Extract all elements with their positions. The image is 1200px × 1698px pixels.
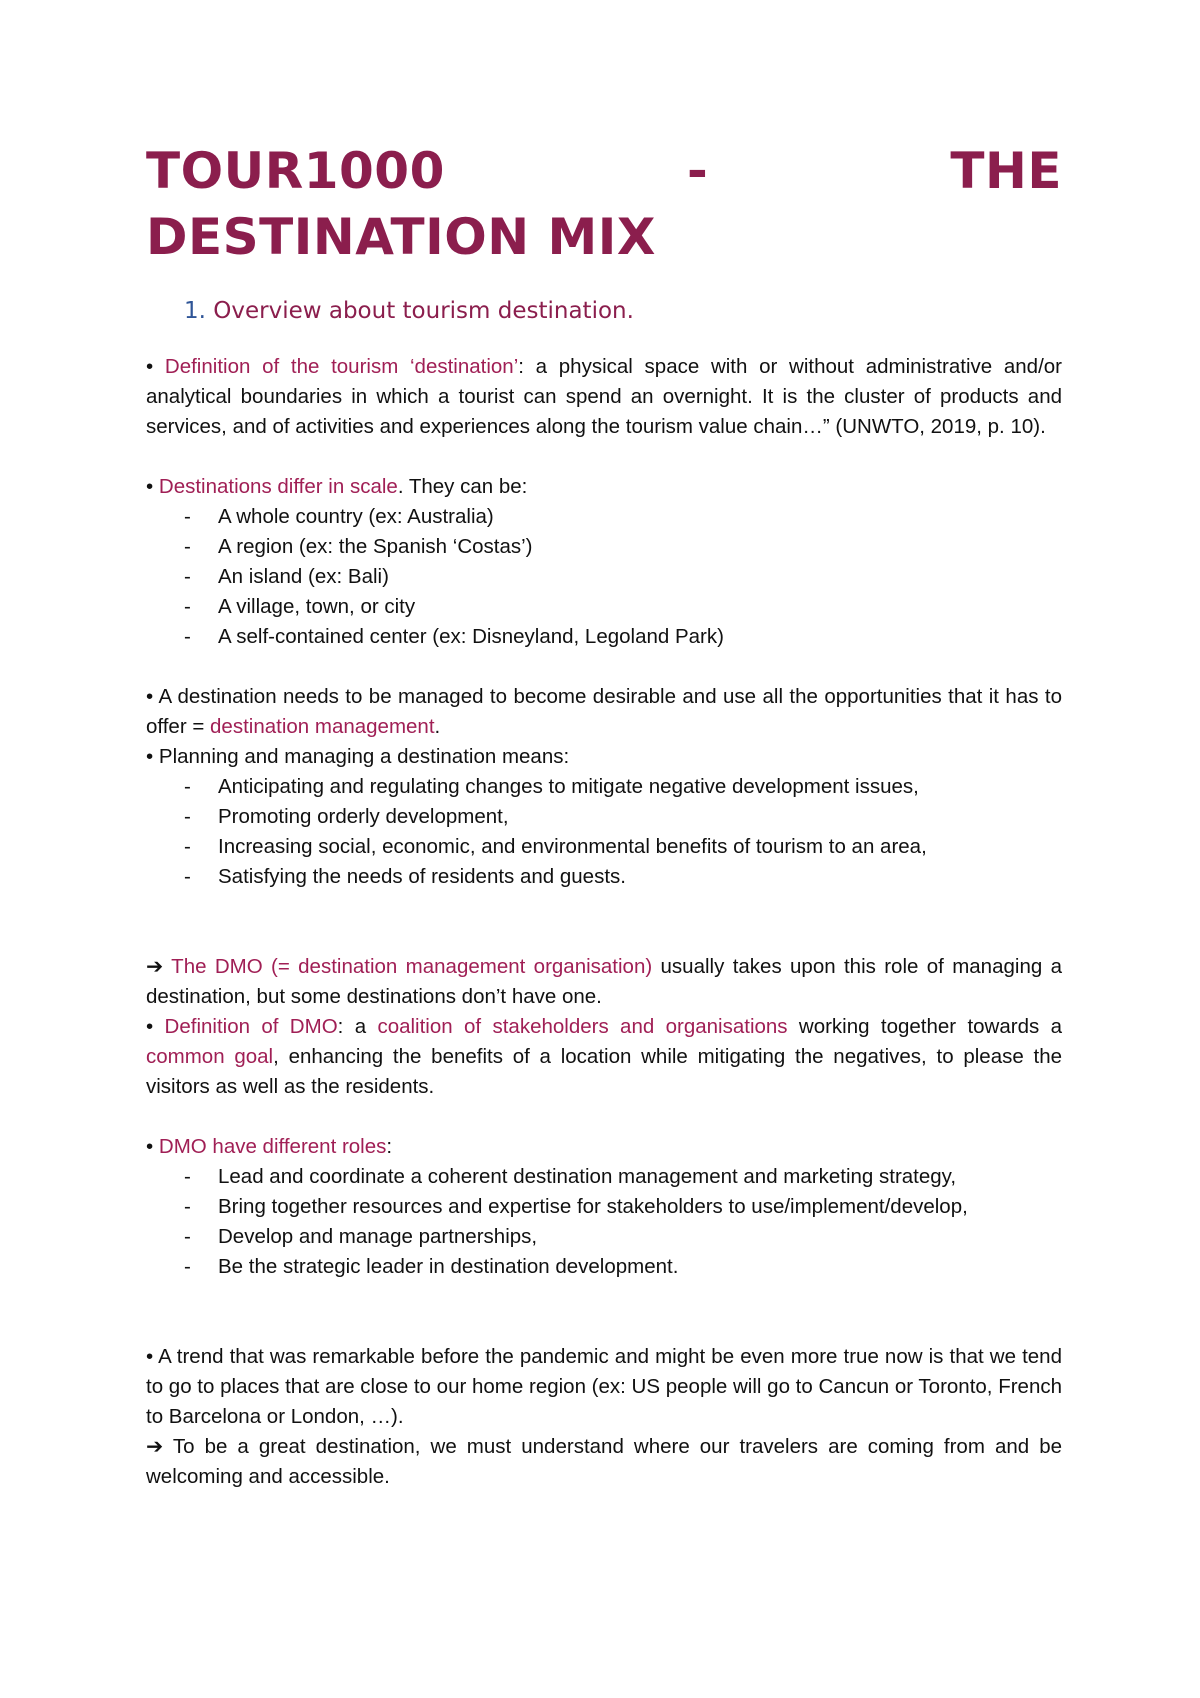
scale-paragraph	[146, 472, 1062, 502]
dash-mark: -	[184, 1165, 191, 1188]
list-item	[184, 832, 1062, 862]
destination-definition-paragraph	[146, 352, 1062, 442]
list-item-text: Promoting orderly development,	[218, 805, 509, 828]
bullet-mark: •	[146, 475, 154, 498]
spacer	[146, 1282, 1062, 1342]
list-item	[184, 562, 1062, 592]
list-item-text: Satisfying the needs of residents and guests.	[218, 865, 626, 888]
dash-mark: -	[184, 1225, 191, 1248]
management-paragraph	[146, 682, 1062, 742]
list-item	[184, 1222, 1062, 1252]
list-item-text: Increasing social, economic, and environmental benefits of tourism to an area,	[218, 835, 927, 858]
list-item	[184, 862, 1062, 892]
spacer	[146, 442, 1062, 472]
dmo-intro-text: usually takes upon this role of managing a destination, but some destinations don’t have one.	[146, 955, 1062, 1008]
dash-mark: -	[184, 535, 191, 558]
scale-list	[146, 502, 1062, 652]
scale-text: . They can be:	[397, 475, 528, 498]
conclusion-paragraph	[146, 1432, 1062, 1492]
dmo-definition-text: , enhancing the benefits of a location while mitigating the negatives, to please the visitors as well as the residents.	[146, 1045, 1063, 1098]
spacer	[146, 1102, 1062, 1132]
dmo-intro-paragraph	[146, 952, 1062, 1012]
dash-mark: -	[184, 565, 191, 588]
bullet-mark: •	[146, 1135, 154, 1158]
planning-paragraph	[146, 742, 1062, 772]
common-goal-term: common goal	[146, 1045, 274, 1068]
title-line-2: DESTINATION MIX	[146, 208, 656, 266]
list-item	[184, 1252, 1062, 1282]
section-number: 1.	[184, 298, 206, 324]
title-dash: -	[687, 142, 709, 200]
list-item-text: Anticipating and regulating changes to mitigate negative development issues,	[218, 775, 919, 798]
destination-definition-label: Definition of the tourism ‘destination’	[164, 355, 519, 378]
list-item	[184, 502, 1062, 532]
management-text-end: .	[434, 715, 441, 738]
dash-mark: -	[184, 505, 191, 528]
list-item	[184, 532, 1062, 562]
dash-mark: -	[184, 625, 191, 648]
list-item-text: A village, town, or city	[218, 595, 416, 618]
dmo-roles-label: DMO have different roles	[158, 1135, 387, 1158]
list-item-text: Develop and manage partnerships,	[218, 1225, 538, 1248]
list-item-text: A whole country (ex: Australia)	[218, 505, 494, 528]
trend-text: A trend that was remarkable before the pandemic and might be even more true now is that we tend to go to places that are close to our home region (ex: US people will go to Cancun or Toronto, French to Barcelona or London, …).	[146, 1345, 1062, 1428]
list-item-text: An island (ex: Bali)	[218, 565, 389, 588]
bullet-mark: •	[146, 1345, 154, 1368]
dash-mark: -	[184, 835, 191, 858]
dash-mark: -	[184, 1255, 191, 1278]
title-course-code: TOUR1000	[146, 142, 445, 200]
destination-definition-text: : a physical space with or without administrative and/or analytical boundaries in which a tourist can spend an overnight. It is the cluster of products and services, and of activities and experiences along the tourism value chain…” (UNWTO, 2019, p. 10).	[146, 355, 1063, 438]
dash-mark: -	[184, 865, 191, 888]
list-item-text: Be the strategic leader in destination development.	[218, 1255, 679, 1278]
section-heading	[184, 296, 1062, 326]
list-item	[184, 592, 1062, 622]
conclusion-text: To be a great destination, we must understand where our travelers are coming from and be welcoming and accessible.	[146, 1435, 1062, 1488]
planning-list	[146, 772, 1062, 892]
list-item	[184, 802, 1062, 832]
dmo-roles-list	[146, 1162, 1062, 1282]
list-item-text: A self-contained center (ex: Disneyland, Legoland Park)	[218, 625, 724, 648]
dmo-label: The DMO (= destination management organisation)	[171, 955, 653, 978]
list-item	[184, 1162, 1062, 1192]
document-title	[146, 138, 1062, 270]
list-item-text: Bring together resources and expertise for stakeholders to use/implement/develop,	[218, 1195, 968, 1218]
coalition-term: coalition of stakeholders and organisations	[377, 1015, 788, 1038]
bullet-mark: •	[146, 685, 154, 708]
list-item-text: Lead and coordinate a coherent destination management and marketing strategy,	[218, 1165, 957, 1188]
planning-text: Planning and managing a destination means:	[158, 745, 570, 768]
scale-label: Destinations differ in scale	[158, 475, 398, 498]
list-item-text: A region (ex: the Spanish ‘Costas’)	[218, 535, 533, 558]
spacer	[146, 652, 1062, 682]
arrow-icon: ➔	[146, 1435, 164, 1458]
list-item	[184, 622, 1062, 652]
dmo-definition-text: : a	[337, 1015, 378, 1038]
destination-management-term: destination management	[210, 715, 435, 738]
bullet-mark: •	[146, 745, 154, 768]
dash-mark: -	[184, 1195, 191, 1218]
title-the: THE	[950, 142, 1062, 200]
dash-mark: -	[184, 775, 191, 798]
title-line-1	[146, 138, 1062, 204]
management-text: A destination needs to be managed to become desirable and use all the opportunities that it has to offer =	[146, 685, 1062, 738]
dmo-definition-label: Definition of DMO	[164, 1015, 338, 1038]
arrow-icon: ➔	[146, 955, 164, 978]
dmo-roles-text: :	[386, 1135, 393, 1158]
list-item	[184, 1192, 1062, 1222]
list-item	[184, 772, 1062, 802]
bullet-mark: •	[146, 1015, 154, 1038]
spacer	[146, 892, 1062, 952]
dmo-definition-text: working together towards a	[787, 1015, 1062, 1038]
trend-paragraph	[146, 1342, 1062, 1432]
section-heading-text: Overview about tourism destination.	[213, 298, 634, 324]
dash-mark: -	[184, 805, 191, 828]
dash-mark: -	[184, 595, 191, 618]
dmo-definition-paragraph	[146, 1012, 1062, 1102]
dmo-roles-paragraph	[146, 1132, 1062, 1162]
bullet-mark: •	[146, 355, 154, 378]
